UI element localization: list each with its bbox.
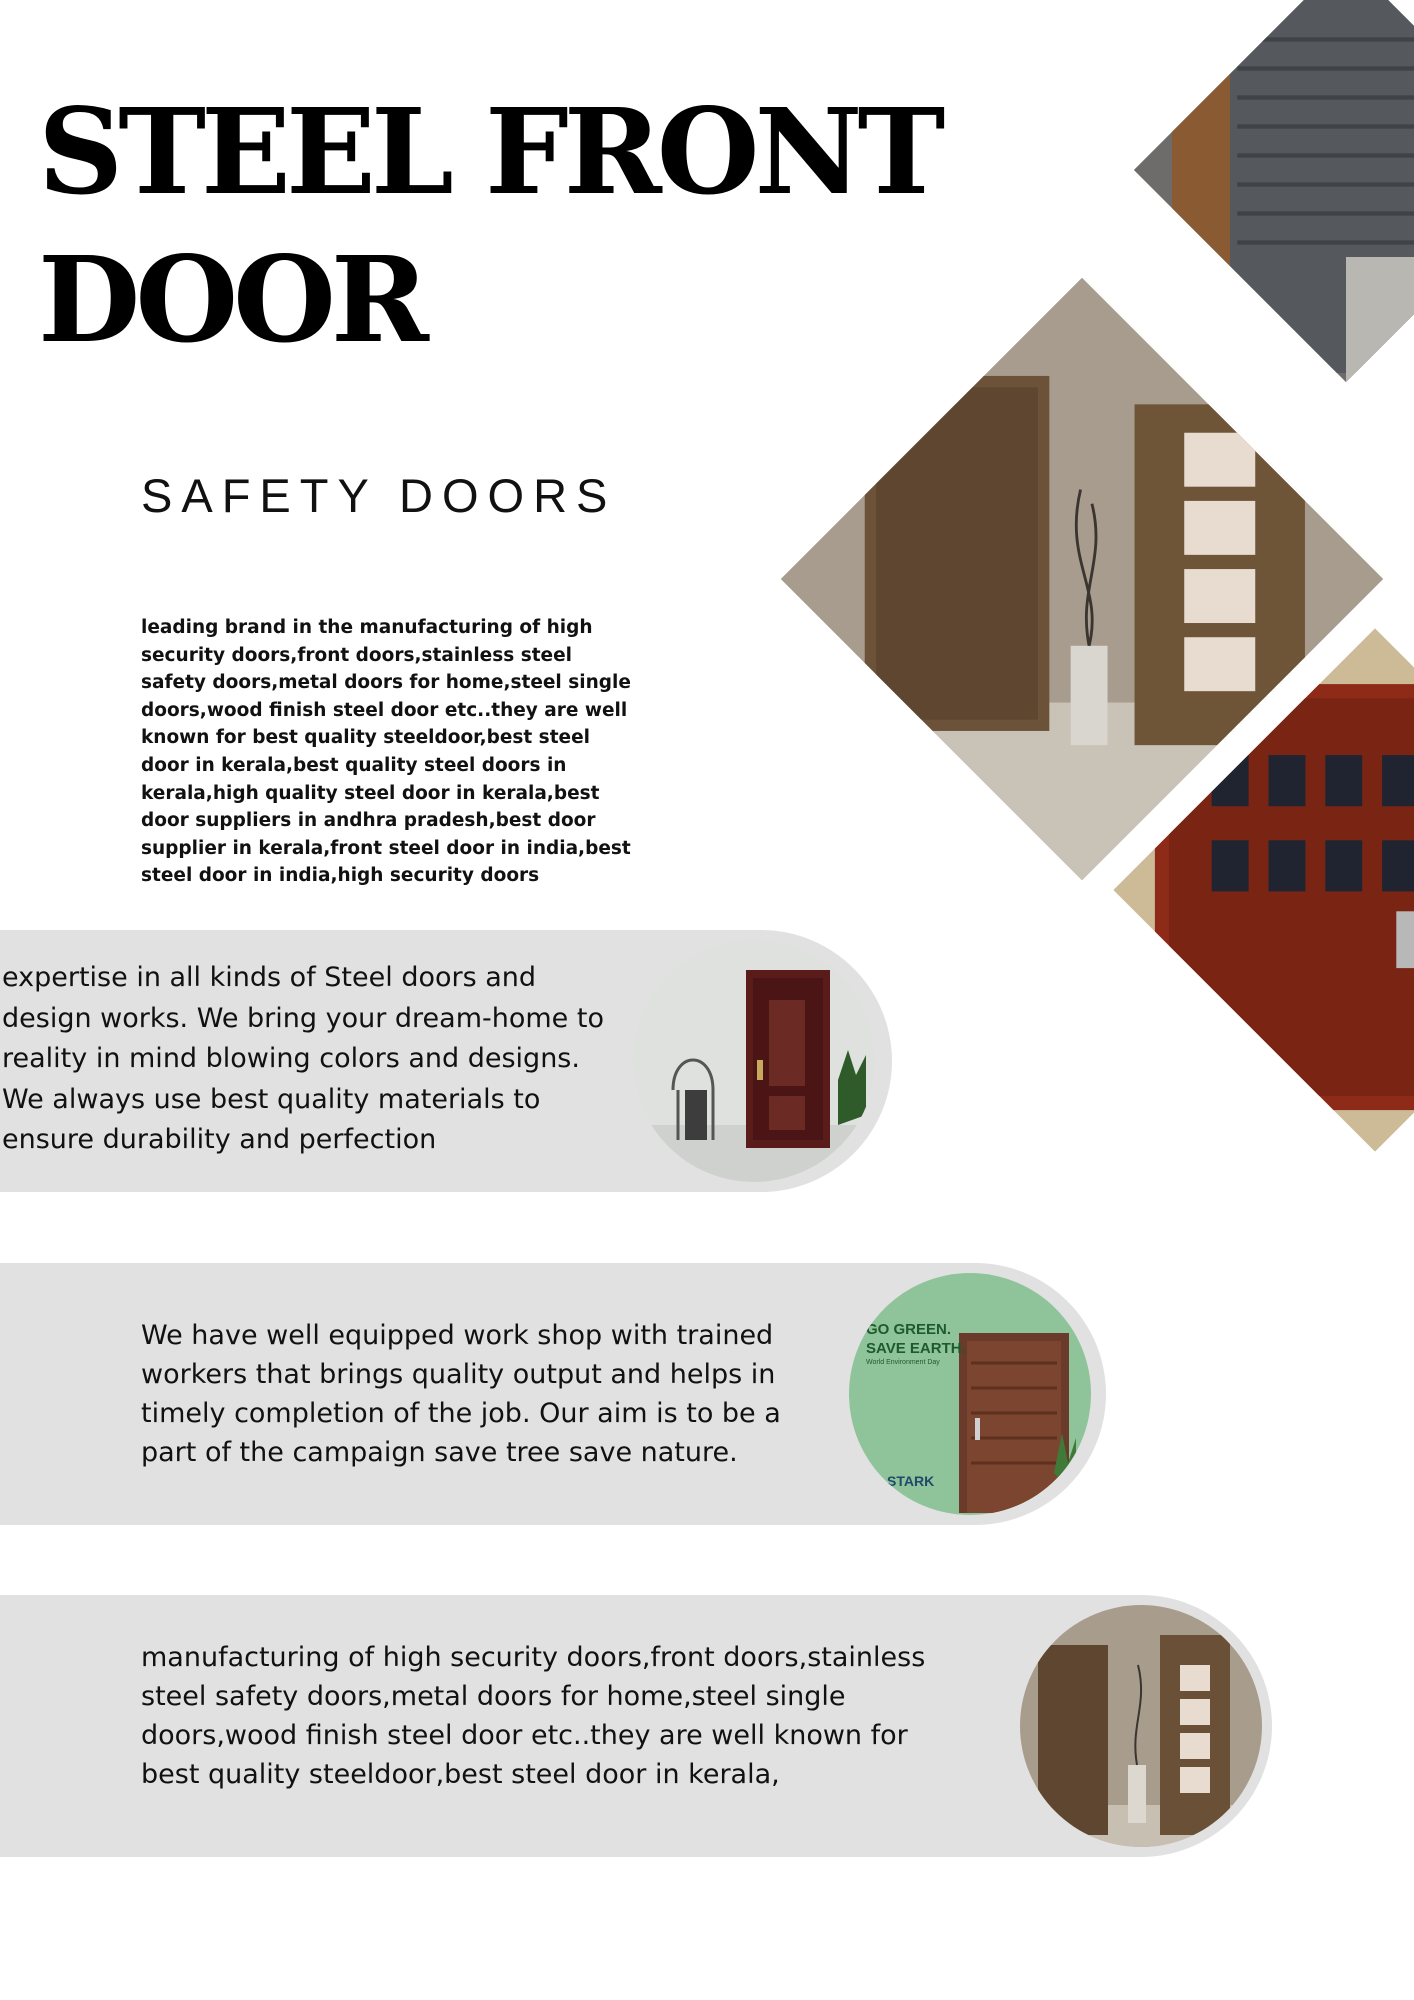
title-line-2: DOOR [38,230,424,369]
page-title [38,78,940,374]
poster-line-1: GO GREEN. [866,1321,952,1338]
door-photo-1 [633,940,875,1182]
feature-text-3: manufacturing of high security doors,front doors,stainless steel safety doors,metal doors for home,steel single doors,wood finish steel door etc..they are well known for best quality steeldoor,best steel door in kerala, [141,1642,926,1790]
poster-line-3: World Environment Day [866,1359,940,1366]
subtitle: SAFETY DOORS [141,469,617,522]
feature-text-2: We have well equipped work shop with trained workers that brings quality output and helps in timely completion of the job. Our aim is to be a part of the campaign save tree save nature. [141,1320,781,1468]
poster-brand: STARK [887,1473,935,1489]
intro-paragraph: leading brand in the manufacturing of high security doors,front doors,stainless steel safety doors,metal doors for home,steel single doors,wood finish steel door etc..they are well known for best quality steeldoor,best steel door in kerala,best quality steel doors in kerala,high quality steel door in kerala,best door suppliers in andhra pradesh,best door supplier in kerala,front steel door in india,best steel door in india,high security doors [141,617,631,887]
diamond-photo-top [1134,0,1414,382]
door-photo-3 [1020,1605,1262,1847]
eco-poster-photo [849,1273,1091,1515]
poster-line-2: SAVE EARTH. [866,1340,966,1357]
feature-text-1: expertise in all kinds of Steel doors and design works. We bring your dream-home to reality in mind blowing colors and designs. We always use best quality materials to ensure durability and perfection [2,962,604,1155]
title-line-1: STEEL FRONT [38,82,941,221]
